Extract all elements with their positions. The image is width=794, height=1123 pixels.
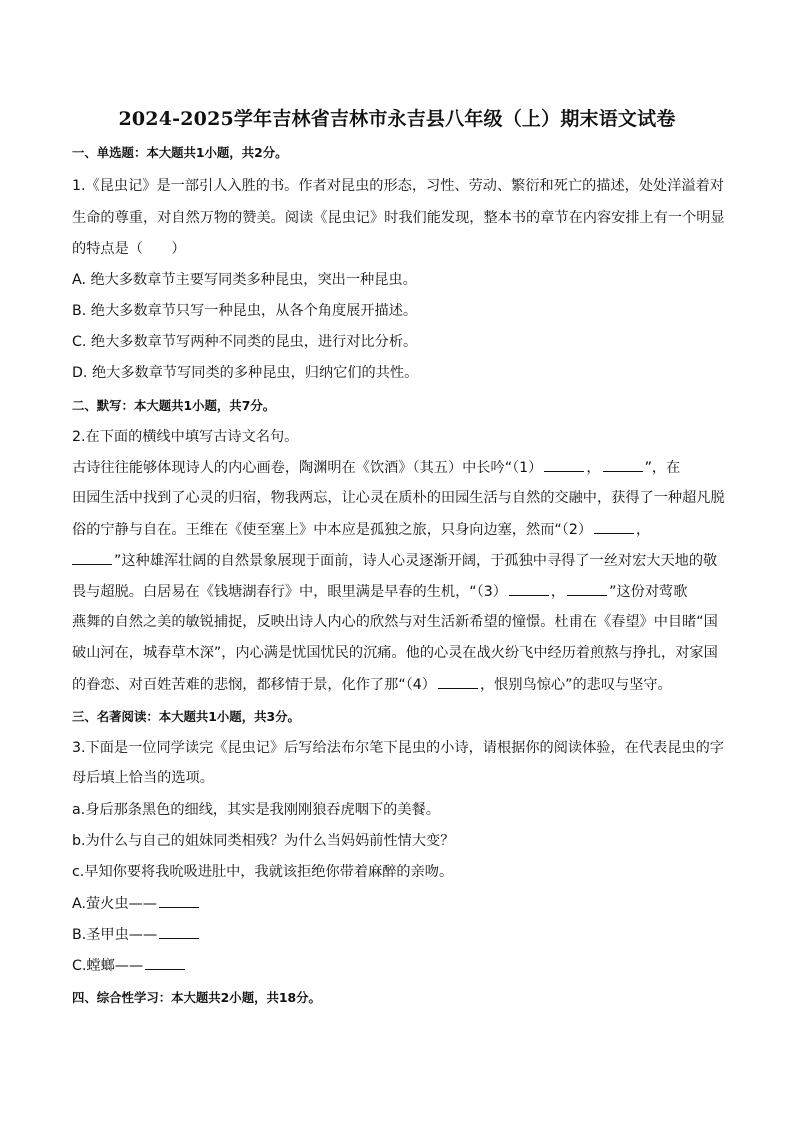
q3-stem-line-1: 3.下面是一位同学读完《昆虫记》后写给法布尔笔下昆虫的小诗，请根据你的阅读体验，在代表昆虫的字	[72, 740, 724, 756]
q2-text: 燕舞的自然之美的敏锐捕捉，反映出诗人内心的欣然与对生活新希望的憧憬。杜甫在《春望》中目睹“国	[72, 614, 718, 630]
q1-stem-line-2: 生命的尊重，对自然万物的赞美。阅读《昆虫记》时我们能发现，整本书的章节在内容安排上有一个明显	[72, 210, 725, 226]
q2-text: 古诗往往能够体现诗人的内心画卷，陶渊明在《饮酒》（其五）中长吟“（1）	[72, 460, 543, 476]
q2-passage-line	[72, 644, 718, 662]
answer-blank[interactable]	[438, 675, 478, 689]
q2-text: ，恨别鸟惊心”的悲叹与坚守。	[479, 677, 672, 693]
q2-passage-line	[72, 675, 672, 694]
q2-passage-line	[72, 551, 717, 570]
q2-passage-line	[72, 613, 718, 631]
q2-text: ”这种雄浑壮阔的自然景象展现于面前，诗人心灵逐渐开阔，于孤独中寻得了一丝对宏大天地的敬	[114, 553, 718, 569]
q1-stem-line-1: 1.《昆虫记》是一部引人入胜的书。作者对昆虫的形态，习性、劳动、繁衍和死亡的描述，处处洋溢着对	[72, 178, 724, 194]
q2-text: 俗的宁静与自在。王维在《使至塞上》中本应是孤独之旅，只身向边塞，然而“（2）	[72, 522, 593, 538]
answer-blank[interactable]	[603, 458, 643, 472]
q2-text: ，	[586, 460, 601, 476]
q1-option-c: C. 绝大多数章节写两种不同类的昆虫，进行对比分析。	[72, 334, 418, 350]
q2-text: ，	[636, 522, 651, 538]
q2-text: 畏与超脱。白居易在《钱塘湖春行》中，眼里满是早春的生机，“（3）	[72, 584, 507, 600]
answer-blank[interactable]	[159, 894, 199, 908]
answer-blank[interactable]	[159, 925, 199, 939]
q2-passage-line	[72, 520, 650, 539]
answer-blank[interactable]	[544, 458, 584, 472]
q3-answer-label: B.圣甲虫——	[72, 927, 158, 943]
q2-passage-line	[72, 458, 680, 477]
q2-passage-line	[72, 489, 725, 507]
q3-answer-line	[72, 894, 201, 913]
q3-stem-line-2: 母后填上恰当的选项。	[72, 770, 214, 786]
answer-blank[interactable]	[567, 582, 607, 596]
q3-item-a: a.身后那条黑色的细线，其实是我刚刚狼吞虎咽下的美餐。	[72, 802, 440, 818]
q3-item-c: c.早知你要将我吮吸进肚中，我就该拒绝你带着麻醉的亲吻。	[72, 864, 454, 880]
q1-option-d: D. 绝大多数章节写同类的多种昆虫，归纳它们的共性。	[72, 365, 419, 381]
q2-text: 破山河在，城春草木深”，内心满是忧国忧民的沉痛。他的心灵在战火纷飞中经历着煎熬与挣扎，对家国	[72, 645, 718, 661]
answer-blank[interactable]	[509, 582, 549, 596]
q2-text: ，	[550, 584, 566, 600]
q3-item-b: b.为什么与自己的姐妹同类相残？为什么当妈妈前性情大变？	[72, 833, 455, 849]
q3-answer-label: A.萤火虫——	[72, 896, 157, 912]
q1-stem-line-3: 的特点是（ ）	[72, 241, 186, 257]
q3-answer-line	[72, 956, 187, 975]
q1-option-b: B. 绝大多数章节只写一种昆虫，从各个角度展开描述。	[72, 303, 418, 319]
section-heading-4: 四、综合性学习：本大题共2小题，共18分。	[72, 990, 321, 1005]
q2-text: ”这份对莺歌	[609, 584, 688, 600]
q3-answer-label: C.螳螂——	[72, 958, 144, 974]
q2-text: 田园生活中找到了心灵的归宿，物我两忘，让心灵在质朴的田园生活与自然的交融中，获得了一种超凡脱	[72, 490, 725, 506]
q2-text: 的眷恋、对百姓苦难的悲悯，都移情于景，化作了那“（4）	[72, 677, 436, 693]
q3-answer-line	[72, 925, 201, 944]
q1-option-a: A. 绝大多数章节主要写同类多种昆虫，突出一种昆虫。	[72, 272, 417, 288]
section-heading-3: 三、名著阅读：本大题共1小题，共3分。	[72, 709, 300, 724]
section-heading-1: 一、单选题：本大题共1小题，共2分。	[72, 145, 288, 160]
q2-prompt: 2.在下面的横线中填写古诗文名句。	[72, 429, 299, 445]
answer-blank[interactable]	[145, 956, 185, 970]
q2-text: ”，在	[644, 460, 681, 476]
section-heading-2: 二、默写：本大题共1小题，共7分。	[72, 398, 276, 413]
exam-title: 2024-2025学年吉林省吉林市永吉县八年级（上）期末语文试卷	[118, 108, 676, 130]
answer-blank[interactable]	[72, 551, 112, 565]
q2-passage-line	[72, 582, 687, 601]
answer-blank[interactable]	[594, 520, 634, 534]
